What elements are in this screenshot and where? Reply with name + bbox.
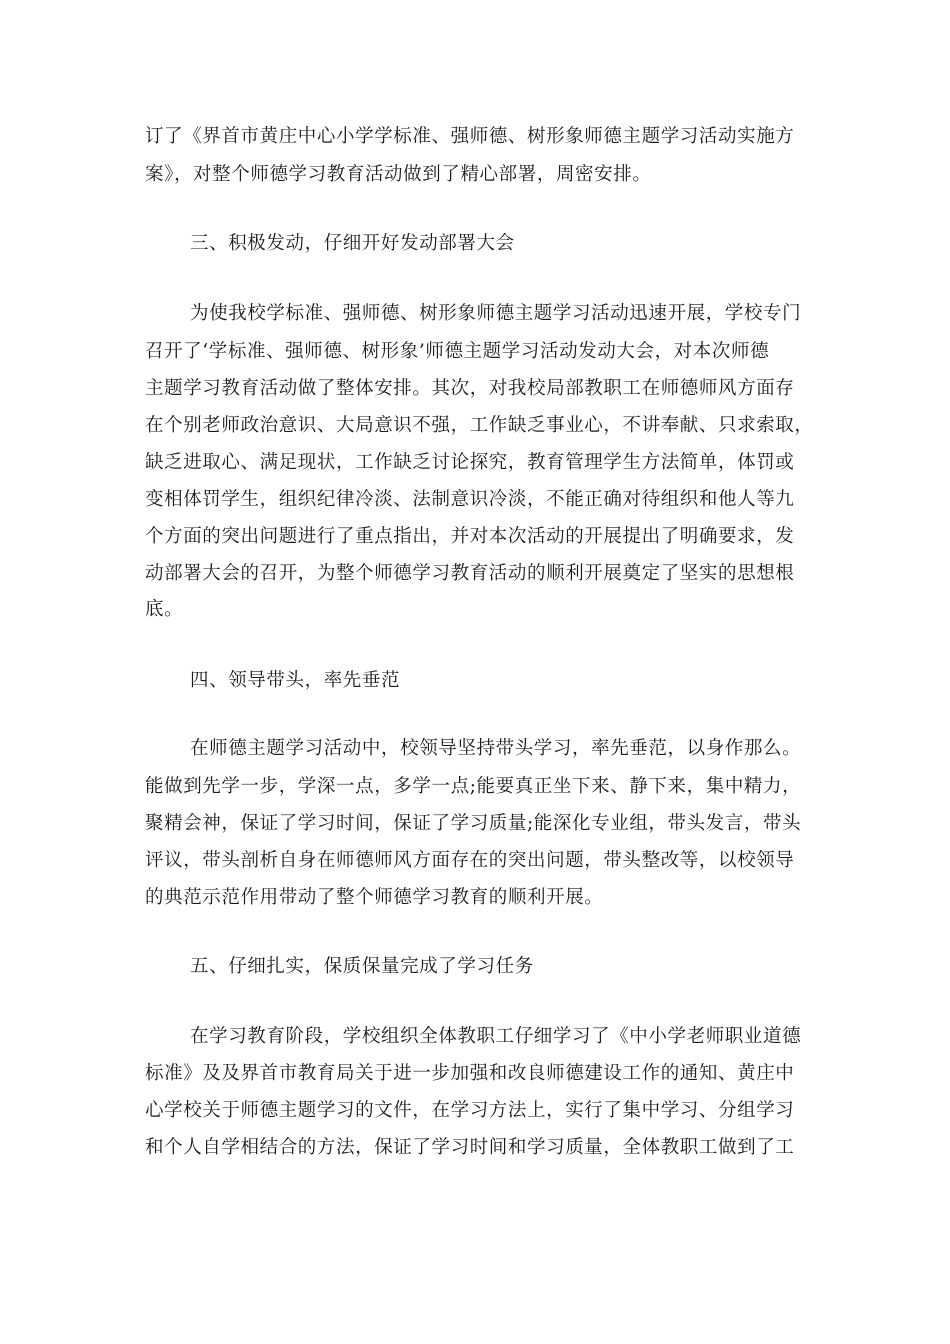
body-text-line: 案》，对整个师德学习教育活动做到了精心部署，周密安排。 <box>145 164 652 185</box>
body-text-line: 动部署大会的召开，为整个师德学习教育活动的顺利开展奠定了坚实的思想根 <box>145 563 795 584</box>
body-text-line: 主题学习教育活动做了整体安排。其次，对我校局部教职工在师德师风方面存 <box>145 378 795 399</box>
section-heading: 三、积极发动，仔细开好发动部署大会 <box>190 233 515 254</box>
section-heading: 四、领导带头，率先垂范 <box>190 670 401 691</box>
body-text-line: 召开了‘学标准、强师德、树形象’师德主题学习活动发动大会，对本次师德 <box>145 341 770 362</box>
body-text-line: 为使我校学标准、强师德、树形象师德主题学习活动迅速开展，学校专门 <box>190 303 802 324</box>
body-text-line: 在师德主题学习活动中，校领导坚持带头学习，率先垂范，以身作那么。 <box>190 738 802 759</box>
body-text-line: 评议，带头剖析自身在师德师风方面存在的突出问题，带头整改等，以校领导 <box>145 850 795 871</box>
body-text-line: 的典范示范作用带动了整个师德学习教育的顺利开展。 <box>145 887 604 908</box>
body-text-line: 心学校关于师德主题学习的文件，在学习方法上，实行了集中学习、分组学习 <box>145 1100 795 1121</box>
body-text-line: 变相体罚学生，组织纪律冷淡、法制意识冷淡，不能正确对待组织和他人等九 <box>145 489 795 510</box>
body-text-line: 和个人自学相结合的方法，保证了学习时间和学习质量，全体教职工做到了工 <box>145 1137 795 1158</box>
body-text-line: 在个别老师政治意识、大局意识不强，工作缺乏事业心，不讲奉献、只求索取， <box>145 415 814 436</box>
body-text-line: 缺乏进取心、满足现状，工作缺乏讨论探究，教育管理学生方法简单，体罚或 <box>145 452 795 473</box>
section-heading: 五、仔细扎实，保质保量完成了学习任务 <box>190 956 534 977</box>
body-text-line: 订了《界首市黄庄中心小学学标准、强师德、树形象师德主题学习活动实施方 <box>145 126 795 147</box>
body-text-line: 标准》及及界首市教育局关于进一步加强和改良师德建设工作的通知、黄庄中 <box>145 1063 795 1084</box>
body-text-line: 个方面的突出问题进行了重点指出，并对本次活动的开展提出了明确要求，发 <box>145 526 795 547</box>
body-text-line: 聚精会神，保证了学习时间，保证了学习质量;能深化专业组，带头发言，带头 <box>145 813 802 834</box>
body-text-line: 在学习教育阶段，学校组织全体教职工仔细学习了《中小学老师职业道德 <box>190 1026 802 1047</box>
body-text-line: 能做到先学一步，学深一点，多学一点;能要真正坐下来、静下来，集中精力， <box>145 776 802 797</box>
body-text-line: 底。 <box>145 599 184 620</box>
